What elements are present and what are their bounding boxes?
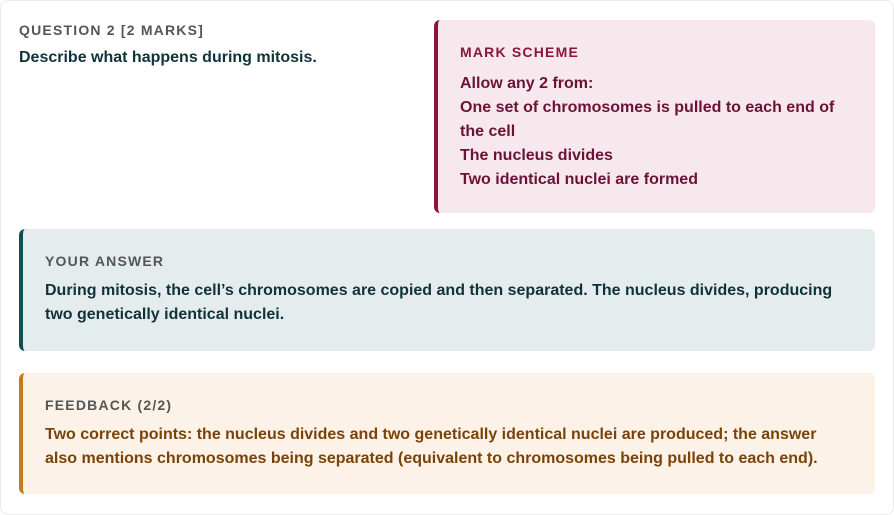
question-text: Describe what happens during mitosis.: [19, 49, 317, 66]
your-answer-title: YOUR ANSWER: [45, 253, 165, 269]
mark-scheme-title: MARK SCHEME: [460, 44, 579, 60]
mark-scheme-card: [434, 20, 875, 213]
mark-scheme-line: Allow any 2 from:: [460, 75, 594, 92]
mark-scheme-line: The nucleus divides: [460, 147, 613, 164]
mark-scheme-list: [460, 72, 855, 192]
feedback-text: Two correct points: the nucleus divides and two genetically identical nuclei are produced; the answer also mentions chromosomes being separated (equivalent to chromosomes being pulled to each end).: [45, 426, 818, 467]
your-answer-card: [19, 229, 875, 351]
feedback-title: FEEDBACK (2/2): [45, 397, 173, 413]
question-label: QUESTION 2 [2 MARKS]: [19, 22, 205, 38]
mark-scheme-line: Two identical nuclei are formed: [460, 171, 698, 188]
mark-scheme-line: One set of chromosomes is pulled to each end of the cell: [460, 99, 835, 140]
your-answer-text: During mitosis, the cell’s chromosomes are copied and then separated. The nucleus divides, producing two genetically identical nuclei.: [45, 282, 833, 323]
feedback-card: [19, 373, 875, 494]
question-block: [19, 22, 419, 67]
